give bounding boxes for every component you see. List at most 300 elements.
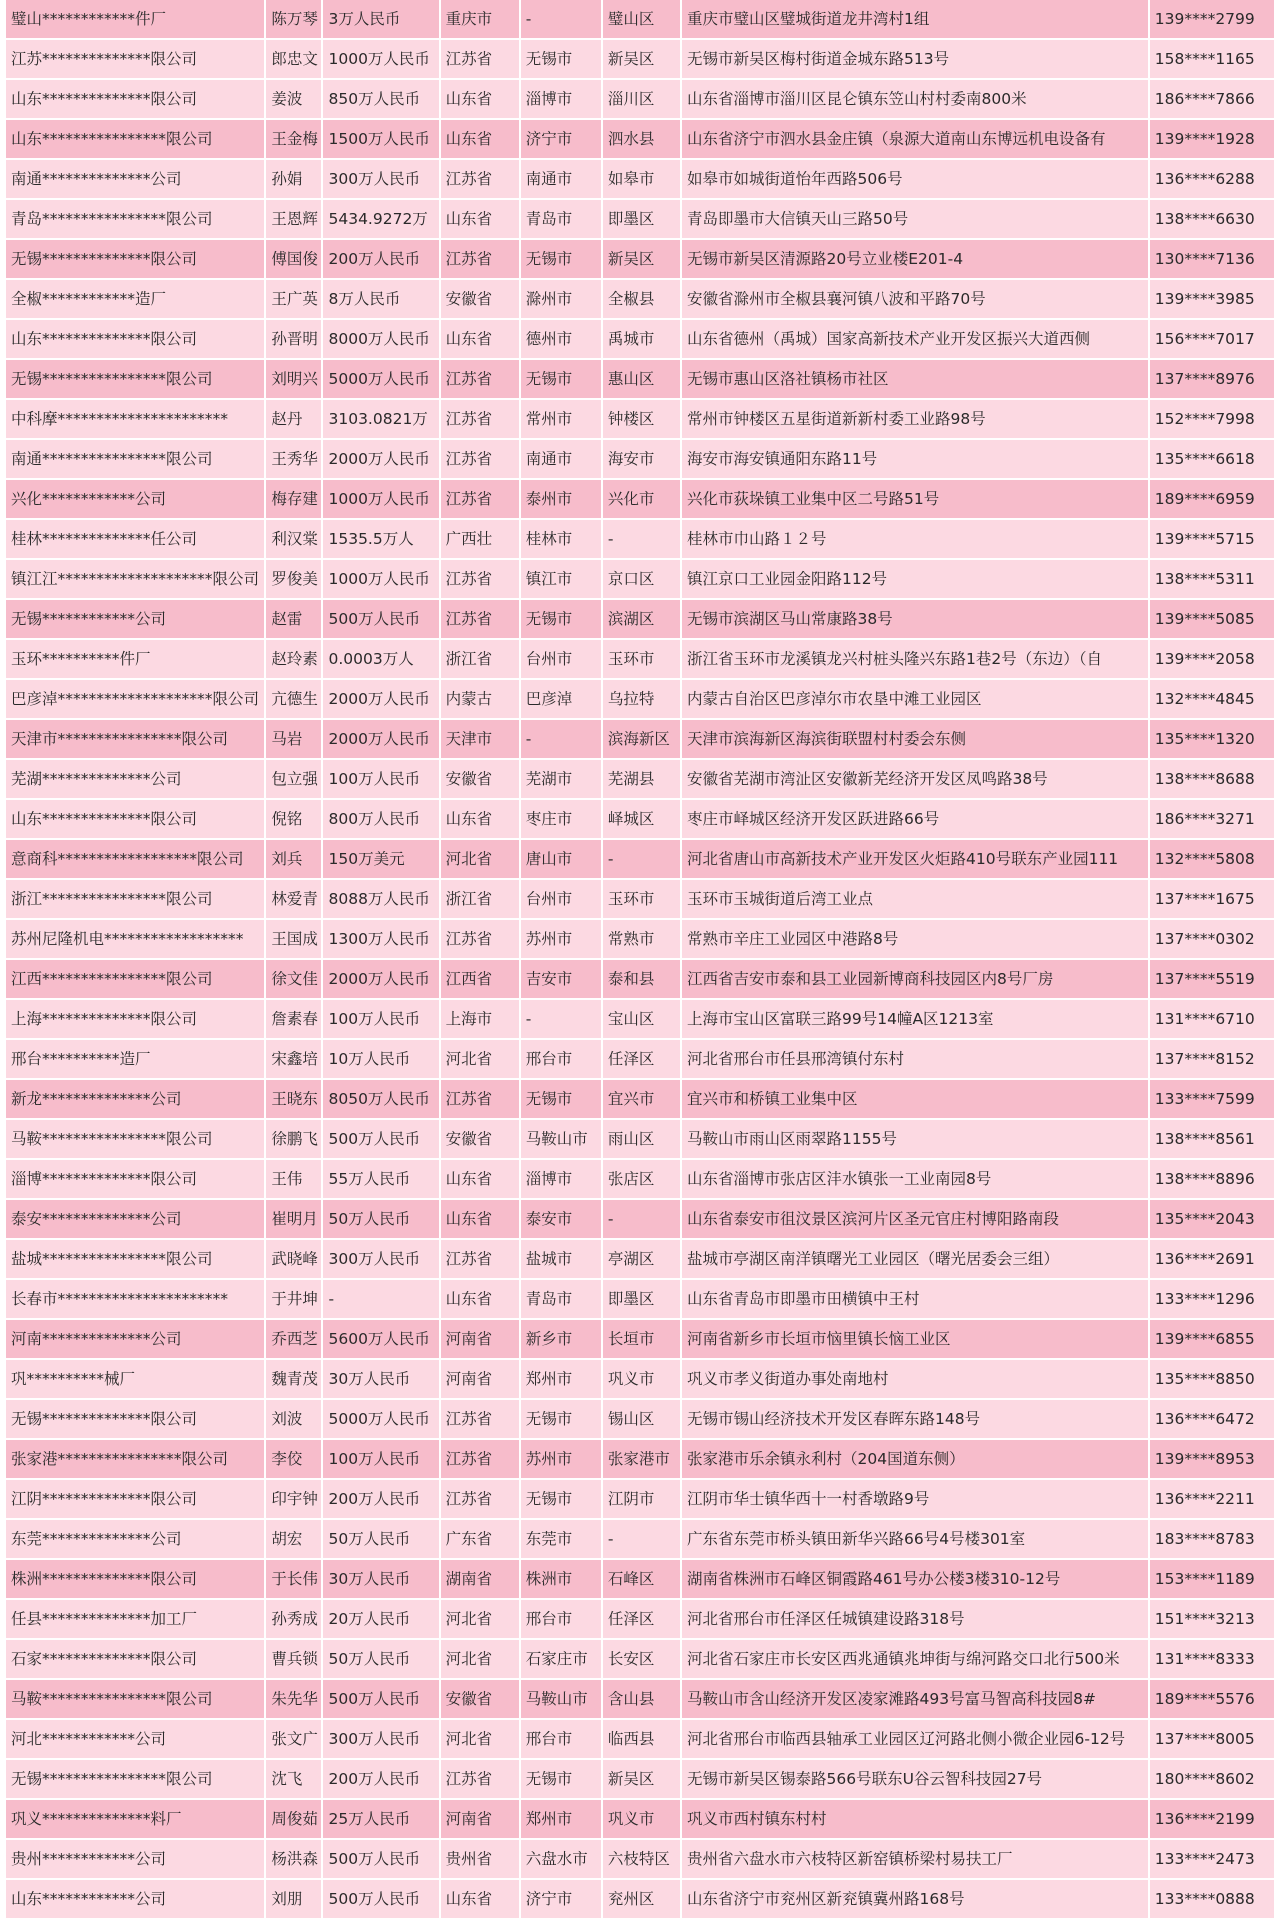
table-body bbox=[6, 0, 1274, 1920]
phone-cell: 152****7998 bbox=[1150, 400, 1274, 440]
contact-cell: 王广英 bbox=[266, 280, 321, 320]
contact-cell: 武晓峰 bbox=[266, 1240, 321, 1280]
table-row bbox=[6, 0, 1274, 40]
company-cell: 张家港****************限公司 bbox=[6, 1440, 264, 1480]
district-cell: 淄川区 bbox=[603, 80, 680, 120]
address-cell: 无锡市新吴区清源路20号立业楼E201-4 bbox=[682, 240, 1148, 280]
district-cell: 巩义市 bbox=[603, 1800, 680, 1840]
table-row bbox=[6, 1480, 1274, 1520]
capital-cell: 800万人民币 bbox=[323, 800, 438, 840]
company-cell: 东莞**************公司 bbox=[6, 1520, 264, 1560]
company-cell: 河北************公司 bbox=[6, 1720, 264, 1760]
company-cell: 南通****************限公司 bbox=[6, 440, 264, 480]
contact-cell: 杨洪森 bbox=[266, 1840, 321, 1880]
province-cell: 江苏省 bbox=[441, 600, 519, 640]
address-cell: 海安市海安镇通阳东路11号 bbox=[682, 440, 1148, 480]
province-cell: 浙江省 bbox=[441, 640, 519, 680]
province-cell: 安徽省 bbox=[441, 1120, 519, 1160]
district-cell: 即墨区 bbox=[603, 1280, 680, 1320]
province-cell: 江苏省 bbox=[441, 40, 519, 80]
company-cell: 镇江江********************限公司 bbox=[6, 560, 264, 600]
phone-cell: 139****8953 bbox=[1150, 1440, 1274, 1480]
contact-cell: 魏青茂 bbox=[266, 1360, 321, 1400]
contact-cell: 傅国俊 bbox=[266, 240, 321, 280]
company-cell: 长春市********************** bbox=[6, 1280, 264, 1320]
address-cell: 天津市滨海新区海滨街联盟村村委会东侧 bbox=[682, 720, 1148, 760]
province-cell: 山东省 bbox=[441, 1200, 519, 1240]
district-cell: 璧山区 bbox=[603, 0, 680, 40]
city-cell: 唐山市 bbox=[521, 840, 601, 880]
capital-cell: 500万人民币 bbox=[323, 1840, 438, 1880]
contact-cell: 张文广 bbox=[266, 1720, 321, 1760]
address-cell: 兴化市荻垛镇工业集中区二号路51号 bbox=[682, 480, 1148, 520]
city-cell: 镇江市 bbox=[521, 560, 601, 600]
company-cell: 意商科******************限公司 bbox=[6, 840, 264, 880]
contact-cell: 赵玲素 bbox=[266, 640, 321, 680]
capital-cell: 25万人民币 bbox=[323, 1800, 438, 1840]
province-cell: 河北省 bbox=[441, 1040, 519, 1080]
capital-cell: 200万人民币 bbox=[323, 1480, 438, 1520]
table-row bbox=[6, 1000, 1274, 1040]
address-cell: 无锡市滨湖区马山常康路38号 bbox=[682, 600, 1148, 640]
province-cell: 河南省 bbox=[441, 1320, 519, 1360]
table-row bbox=[6, 120, 1274, 160]
district-cell: 锡山区 bbox=[603, 1400, 680, 1440]
table-row bbox=[6, 1280, 1274, 1320]
table-row bbox=[6, 280, 1274, 320]
table-row bbox=[6, 1520, 1274, 1560]
contact-cell: 印宇钟 bbox=[266, 1480, 321, 1520]
address-cell: 江阴市华士镇华西十一村香墩路9号 bbox=[682, 1480, 1148, 1520]
company-cell: 浙江****************限公司 bbox=[6, 880, 264, 920]
capital-cell: 200万人民币 bbox=[323, 240, 438, 280]
capital-cell: 1500万人民币 bbox=[323, 120, 438, 160]
phone-cell: 135****8850 bbox=[1150, 1360, 1274, 1400]
company-cell: 天津市****************限公司 bbox=[6, 720, 264, 760]
capital-cell: 8000万人民币 bbox=[323, 320, 438, 360]
city-cell: 无锡市 bbox=[521, 1080, 601, 1120]
address-cell: 山东省泰安市徂汶景区滨河片区圣元官庄村博阳路南段 bbox=[682, 1200, 1148, 1240]
phone-cell: 133****1296 bbox=[1150, 1280, 1274, 1320]
table-row bbox=[6, 680, 1274, 720]
contact-cell: 刘明兴 bbox=[266, 360, 321, 400]
district-cell: 新吴区 bbox=[603, 1760, 680, 1800]
district-cell: 六枝特区 bbox=[603, 1840, 680, 1880]
province-cell: 天津市 bbox=[441, 720, 519, 760]
address-cell: 桂林市巾山路１２号 bbox=[682, 520, 1148, 560]
contact-cell: 林爱青 bbox=[266, 880, 321, 920]
company-cell: 江阴**************限公司 bbox=[6, 1480, 264, 1520]
province-cell: 江苏省 bbox=[441, 160, 519, 200]
district-cell: 玉环市 bbox=[603, 880, 680, 920]
district-cell: 张店区 bbox=[603, 1160, 680, 1200]
city-cell: 无锡市 bbox=[521, 240, 601, 280]
district-cell: 滨湖区 bbox=[603, 600, 680, 640]
table-row bbox=[6, 880, 1274, 920]
capital-cell: 10万人民币 bbox=[323, 1040, 438, 1080]
phone-cell: 133****7599 bbox=[1150, 1080, 1274, 1120]
city-cell: 邢台市 bbox=[521, 1720, 601, 1760]
phone-cell: 135****2043 bbox=[1150, 1200, 1274, 1240]
capital-cell: 3万人民币 bbox=[323, 0, 438, 40]
phone-cell: 135****6618 bbox=[1150, 440, 1274, 480]
city-cell: 南通市 bbox=[521, 160, 601, 200]
table-row bbox=[6, 360, 1274, 400]
city-cell: 青岛市 bbox=[521, 1280, 601, 1320]
province-cell: 湖南省 bbox=[441, 1560, 519, 1600]
phone-cell: 156****7017 bbox=[1150, 320, 1274, 360]
province-cell: 广东省 bbox=[441, 1520, 519, 1560]
capital-cell: 50万人民币 bbox=[323, 1520, 438, 1560]
phone-cell: 189****5576 bbox=[1150, 1680, 1274, 1720]
address-cell: 张家港市乐余镇永利村（204国道东侧） bbox=[682, 1440, 1148, 1480]
contact-cell: 赵丹 bbox=[266, 400, 321, 440]
city-cell: 德州市 bbox=[521, 320, 601, 360]
address-cell: 江西省吉安市泰和县工业园新博商科技园区内8号厂房 bbox=[682, 960, 1148, 1000]
district-cell: 长安区 bbox=[603, 1640, 680, 1680]
district-cell: 泗水县 bbox=[603, 120, 680, 160]
address-cell: 如皋市如城街道怡年西路506号 bbox=[682, 160, 1148, 200]
address-cell: 无锡市锡山经济技术开发区春晖东路148号 bbox=[682, 1400, 1148, 1440]
phone-cell: 158****1165 bbox=[1150, 40, 1274, 80]
district-cell: 常熟市 bbox=[603, 920, 680, 960]
city-cell: - bbox=[521, 0, 601, 40]
company-cell: 南通**************公司 bbox=[6, 160, 264, 200]
city-cell: 盐城市 bbox=[521, 1240, 601, 1280]
address-cell: 巩义市西村镇东村村 bbox=[682, 1800, 1148, 1840]
table-row bbox=[6, 840, 1274, 880]
company-cell: 山东************公司 bbox=[6, 1880, 264, 1920]
province-cell: 江苏省 bbox=[441, 480, 519, 520]
contact-cell: 于长伟 bbox=[266, 1560, 321, 1600]
contact-cell: 倪铭 bbox=[266, 800, 321, 840]
district-cell: 任泽区 bbox=[603, 1600, 680, 1640]
address-cell: 河南省新乡市长垣市恼里镇长恼工业区 bbox=[682, 1320, 1148, 1360]
city-cell: 东莞市 bbox=[521, 1520, 601, 1560]
city-cell: 郑州市 bbox=[521, 1800, 601, 1840]
capital-cell: 2000万人民币 bbox=[323, 960, 438, 1000]
province-cell: 贵州省 bbox=[441, 1840, 519, 1880]
city-cell: 无锡市 bbox=[521, 1760, 601, 1800]
company-cell: 马鞍****************限公司 bbox=[6, 1120, 264, 1160]
company-cell: 无锡**************限公司 bbox=[6, 240, 264, 280]
capital-cell: 300万人民币 bbox=[323, 160, 438, 200]
table-row bbox=[6, 1440, 1274, 1480]
contact-cell: 利汉棠 bbox=[266, 520, 321, 560]
company-cell: 马鞍****************限公司 bbox=[6, 1680, 264, 1720]
province-cell: 浙江省 bbox=[441, 880, 519, 920]
capital-cell: 500万人民币 bbox=[323, 1880, 438, 1920]
province-cell: 江苏省 bbox=[441, 1400, 519, 1440]
city-cell: 泰安市 bbox=[521, 1200, 601, 1240]
contact-cell: 崔明月 bbox=[266, 1200, 321, 1240]
district-cell: 即墨区 bbox=[603, 200, 680, 240]
address-cell: 河北省唐山市高新技术产业开发区火炬路410号联东产业园111 bbox=[682, 840, 1148, 880]
province-cell: 河北省 bbox=[441, 1640, 519, 1680]
district-cell: 玉环市 bbox=[603, 640, 680, 680]
company-cell: 新龙**************公司 bbox=[6, 1080, 264, 1120]
district-cell: 泰和县 bbox=[603, 960, 680, 1000]
city-cell: 无锡市 bbox=[521, 1480, 601, 1520]
province-cell: 山东省 bbox=[441, 320, 519, 360]
address-cell: 广东省东莞市桥头镇田新华兴路66号4号楼301室 bbox=[682, 1520, 1148, 1560]
table-row bbox=[6, 1600, 1274, 1640]
phone-cell: 186****7866 bbox=[1150, 80, 1274, 120]
district-cell: - bbox=[603, 520, 680, 560]
table-row bbox=[6, 240, 1274, 280]
table-row bbox=[6, 1680, 1274, 1720]
contact-cell: 马岩 bbox=[266, 720, 321, 760]
address-cell: 无锡市新吴区锡泰路566号联东U谷云智科技园27号 bbox=[682, 1760, 1148, 1800]
province-cell: 安徽省 bbox=[441, 760, 519, 800]
contact-cell: 王国成 bbox=[266, 920, 321, 960]
city-cell: 台州市 bbox=[521, 880, 601, 920]
phone-cell: 153****1189 bbox=[1150, 1560, 1274, 1600]
contact-cell: 王秀华 bbox=[266, 440, 321, 480]
contact-cell: 朱先华 bbox=[266, 1680, 321, 1720]
province-cell: 上海市 bbox=[441, 1000, 519, 1040]
capital-cell: 50万人民币 bbox=[323, 1200, 438, 1240]
address-cell: 山东省青岛市即墨市田横镇中王村 bbox=[682, 1280, 1148, 1320]
district-cell: 全椒县 bbox=[603, 280, 680, 320]
capital-cell: 100万人民币 bbox=[323, 760, 438, 800]
province-cell: 山东省 bbox=[441, 1880, 519, 1920]
phone-cell: 136****6288 bbox=[1150, 160, 1274, 200]
district-cell: 海安市 bbox=[603, 440, 680, 480]
table-row bbox=[6, 1800, 1274, 1840]
district-cell: 滨海新区 bbox=[603, 720, 680, 760]
city-cell: 无锡市 bbox=[521, 360, 601, 400]
company-cell: 璧山************件厂 bbox=[6, 0, 264, 40]
city-cell: 郑州市 bbox=[521, 1360, 601, 1400]
contact-cell: 刘兵 bbox=[266, 840, 321, 880]
contact-cell: 乔西芝 bbox=[266, 1320, 321, 1360]
phone-cell: 139****2058 bbox=[1150, 640, 1274, 680]
table-row bbox=[6, 1320, 1274, 1360]
contact-cell: 曹兵锁 bbox=[266, 1640, 321, 1680]
province-cell: 安徽省 bbox=[441, 280, 519, 320]
city-cell: 枣庄市 bbox=[521, 800, 601, 840]
contact-cell: 罗俊美 bbox=[266, 560, 321, 600]
company-cell: 石家**************限公司 bbox=[6, 1640, 264, 1680]
district-cell: 如皋市 bbox=[603, 160, 680, 200]
phone-cell: 189****6959 bbox=[1150, 480, 1274, 520]
province-cell: 江苏省 bbox=[441, 400, 519, 440]
table-row bbox=[6, 160, 1274, 200]
capital-cell: 1535.5万人 bbox=[323, 520, 438, 560]
company-cell: 无锡**************限公司 bbox=[6, 1400, 264, 1440]
contact-cell: 梅存建 bbox=[266, 480, 321, 520]
contact-cell: 沈飞 bbox=[266, 1760, 321, 1800]
city-cell: 株洲市 bbox=[521, 1560, 601, 1600]
address-cell: 山东省济宁市泗水县金庄镇（泉源大道南山东博远机电设备有 bbox=[682, 120, 1148, 160]
address-cell: 枣庄市峄城区经济开发区跃进路66号 bbox=[682, 800, 1148, 840]
capital-cell: 300万人民币 bbox=[323, 1240, 438, 1280]
contact-cell: 孙秀成 bbox=[266, 1600, 321, 1640]
province-cell: 山东省 bbox=[441, 80, 519, 120]
address-cell: 浙江省玉环市龙溪镇龙兴村桩头隆兴东路1巷2号（东边）（自 bbox=[682, 640, 1148, 680]
phone-cell: 138****8561 bbox=[1150, 1120, 1274, 1160]
company-cell: 邢台**********造厂 bbox=[6, 1040, 264, 1080]
province-cell: 山东省 bbox=[441, 800, 519, 840]
district-cell: 石峰区 bbox=[603, 1560, 680, 1600]
phone-cell: 139****6855 bbox=[1150, 1320, 1274, 1360]
district-cell: 禹城市 bbox=[603, 320, 680, 360]
district-cell: 京口区 bbox=[603, 560, 680, 600]
company-cell: 山东**************限公司 bbox=[6, 80, 264, 120]
company-cell: 株洲**************限公司 bbox=[6, 1560, 264, 1600]
company-cell: 江苏**************限公司 bbox=[6, 40, 264, 80]
table-row bbox=[6, 1360, 1274, 1400]
province-cell: 江苏省 bbox=[441, 1480, 519, 1520]
phone-cell: 139****1928 bbox=[1150, 120, 1274, 160]
province-cell: 江苏省 bbox=[441, 1080, 519, 1120]
contact-cell: 陈万琴 bbox=[266, 0, 321, 40]
address-cell: 重庆市璧山区璧城街道龙井湾村1组 bbox=[682, 0, 1148, 40]
address-cell: 无锡市惠山区洛社镇杨市社区 bbox=[682, 360, 1148, 400]
district-cell: 含山县 bbox=[603, 1680, 680, 1720]
capital-cell: 20万人民币 bbox=[323, 1600, 438, 1640]
table-row bbox=[6, 1160, 1274, 1200]
address-cell: 河北省邢台市任泽区任城镇建设路318号 bbox=[682, 1600, 1148, 1640]
phone-cell: 130****7136 bbox=[1150, 240, 1274, 280]
company-cell: 桂林**************任公司 bbox=[6, 520, 264, 560]
district-cell: - bbox=[603, 1200, 680, 1240]
address-cell: 安徽省滁州市全椒县襄河镇八波和平路70号 bbox=[682, 280, 1148, 320]
table-row bbox=[6, 760, 1274, 800]
table-row bbox=[6, 1040, 1274, 1080]
table-row bbox=[6, 80, 1274, 120]
phone-cell: 137****8152 bbox=[1150, 1040, 1274, 1080]
city-cell: 青岛市 bbox=[521, 200, 601, 240]
address-cell: 安徽省芜湖市湾沚区安徽新芜经济开发区凤鸣路38号 bbox=[682, 760, 1148, 800]
address-cell: 山东省淄博市张店区沣水镇张一工业南园8号 bbox=[682, 1160, 1148, 1200]
capital-cell: 2000万人民币 bbox=[323, 440, 438, 480]
district-cell: 兖州区 bbox=[603, 1880, 680, 1920]
phone-cell: 132****4845 bbox=[1150, 680, 1274, 720]
capital-cell: 2000万人民币 bbox=[323, 720, 438, 760]
address-cell: 湖南省株洲市石峰区铜霞路461号办公楼3楼310-12号 bbox=[682, 1560, 1148, 1600]
company-cell: 无锡****************限公司 bbox=[6, 1760, 264, 1800]
district-cell: 江阴市 bbox=[603, 1480, 680, 1520]
address-cell: 盐城市亭湖区南洋镇曙光工业园区（曙光居委会三组） bbox=[682, 1240, 1148, 1280]
contact-cell: 刘朋 bbox=[266, 1880, 321, 1920]
district-cell: 芜湖县 bbox=[603, 760, 680, 800]
company-cell: 山东**************限公司 bbox=[6, 800, 264, 840]
phone-cell: 180****8602 bbox=[1150, 1760, 1274, 1800]
table-row bbox=[6, 640, 1274, 680]
city-cell: 六盘水市 bbox=[521, 1840, 601, 1880]
contact-cell: 胡宏 bbox=[266, 1520, 321, 1560]
capital-cell: 30万人民币 bbox=[323, 1560, 438, 1600]
city-cell: 无锡市 bbox=[521, 1400, 601, 1440]
capital-cell: 8088万人民币 bbox=[323, 880, 438, 920]
table-row bbox=[6, 400, 1274, 440]
capital-cell: 8万人民币 bbox=[323, 280, 438, 320]
phone-cell: 131****8333 bbox=[1150, 1640, 1274, 1680]
phone-cell: 137****5519 bbox=[1150, 960, 1274, 1000]
address-cell: 山东省济宁市兖州区新兖镇冀州路168号 bbox=[682, 1880, 1148, 1920]
city-cell: 吉安市 bbox=[521, 960, 601, 1000]
city-cell: 苏州市 bbox=[521, 920, 601, 960]
capital-cell: 500万人民币 bbox=[323, 1680, 438, 1720]
address-cell: 河北省邢台市任县邢湾镇付东村 bbox=[682, 1040, 1148, 1080]
address-cell: 镇江京口工业园金阳路112号 bbox=[682, 560, 1148, 600]
contact-cell: 王晓东 bbox=[266, 1080, 321, 1120]
contact-cell: 王伟 bbox=[266, 1160, 321, 1200]
district-cell: 宜兴市 bbox=[603, 1080, 680, 1120]
address-cell: 贵州省六盘水市六枝特区新窑镇桥梁村易扶工厂 bbox=[682, 1840, 1148, 1880]
table-row bbox=[6, 520, 1274, 560]
table-row bbox=[6, 1200, 1274, 1240]
contact-cell: 郎忠文 bbox=[266, 40, 321, 80]
company-cell: 巴彦淖********************限公司 bbox=[6, 680, 264, 720]
table-row bbox=[6, 1640, 1274, 1680]
address-cell: 巩义市孝义街道办事处南地村 bbox=[682, 1360, 1148, 1400]
capital-cell: - bbox=[323, 1280, 438, 1320]
capital-cell: 3103.0821万 bbox=[323, 400, 438, 440]
province-cell: 山东省 bbox=[441, 1280, 519, 1320]
district-cell: - bbox=[603, 840, 680, 880]
phone-cell: 136****2211 bbox=[1150, 1480, 1274, 1520]
company-cell: 淄博**************限公司 bbox=[6, 1160, 264, 1200]
address-cell: 无锡市新吴区梅村街道金城东路513号 bbox=[682, 40, 1148, 80]
company-cell: 玉环**********件厂 bbox=[6, 640, 264, 680]
table-row bbox=[6, 960, 1274, 1000]
district-cell: 长垣市 bbox=[603, 1320, 680, 1360]
contact-cell: 徐鹏飞 bbox=[266, 1120, 321, 1160]
contact-cell: 包立强 bbox=[266, 760, 321, 800]
contact-cell: 宋鑫培 bbox=[266, 1040, 321, 1080]
city-cell: 新乡市 bbox=[521, 1320, 601, 1360]
table-row bbox=[6, 560, 1274, 600]
table-row bbox=[6, 720, 1274, 760]
district-cell: 任泽区 bbox=[603, 1040, 680, 1080]
phone-cell: 132****5808 bbox=[1150, 840, 1274, 880]
district-cell: 宝山区 bbox=[603, 1000, 680, 1040]
phone-cell: 138****5311 bbox=[1150, 560, 1274, 600]
capital-cell: 200万人民币 bbox=[323, 1760, 438, 1800]
company-cell: 山东****************限公司 bbox=[6, 120, 264, 160]
contact-cell: 赵雷 bbox=[266, 600, 321, 640]
province-cell: 广西壮 bbox=[441, 520, 519, 560]
province-cell: 山东省 bbox=[441, 1160, 519, 1200]
capital-cell: 5600万人民币 bbox=[323, 1320, 438, 1360]
contact-cell: 刘波 bbox=[266, 1400, 321, 1440]
province-cell: 江苏省 bbox=[441, 560, 519, 600]
company-cell: 盐城****************限公司 bbox=[6, 1240, 264, 1280]
province-cell: 江苏省 bbox=[441, 240, 519, 280]
capital-cell: 1000万人民币 bbox=[323, 560, 438, 600]
city-cell: 济宁市 bbox=[521, 120, 601, 160]
province-cell: 江苏省 bbox=[441, 360, 519, 400]
company-cell: 无锡************公司 bbox=[6, 600, 264, 640]
address-cell: 河北省石家庄市长安区西兆通镇兆坤街与绵河路交口北行500米 bbox=[682, 1640, 1148, 1680]
city-cell: 无锡市 bbox=[521, 40, 601, 80]
company-cell: 江西****************限公司 bbox=[6, 960, 264, 1000]
company-cell: 青岛****************限公司 bbox=[6, 200, 264, 240]
table-row bbox=[6, 440, 1274, 480]
province-cell: 江苏省 bbox=[441, 1240, 519, 1280]
capital-cell: 2000万人民币 bbox=[323, 680, 438, 720]
address-cell: 玉环市玉城街道后湾工业点 bbox=[682, 880, 1148, 920]
address-cell: 马鞍山市含山经济开发区凌家滩路493号富马智高科技园8# bbox=[682, 1680, 1148, 1720]
district-cell: 张家港市 bbox=[603, 1440, 680, 1480]
table-row bbox=[6, 920, 1274, 960]
company-cell: 贵州************公司 bbox=[6, 1840, 264, 1880]
province-cell: 河北省 bbox=[441, 1600, 519, 1640]
phone-cell: 138****8896 bbox=[1150, 1160, 1274, 1200]
